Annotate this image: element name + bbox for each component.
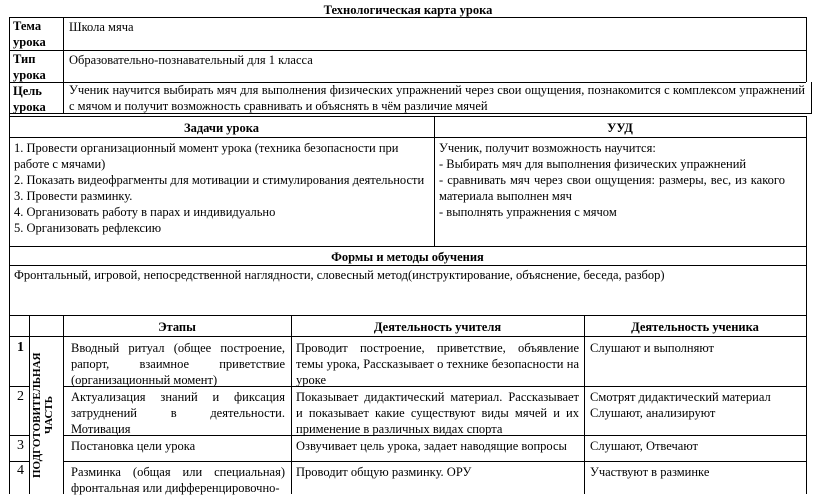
row-number: 2 <box>17 389 24 404</box>
divider <box>9 461 29 462</box>
teacher-cell: Озвучивает цель урока, задает наводящие вопросы <box>296 439 567 453</box>
teacher-cell: Проводит построение, приветствие, объявление темы урока, Рассказывает о технике безопасности на уроке <box>296 341 579 387</box>
forms-header: Формы и методы обучения <box>331 250 484 264</box>
divider <box>584 315 585 494</box>
teacher-cell: Проводит общую разминку. ОРУ <box>296 465 472 479</box>
column-header-teacher: Деятельность учителя <box>373 320 502 334</box>
divider <box>29 315 30 494</box>
divider <box>9 336 806 337</box>
tip-label: Тип урока <box>13 52 46 82</box>
student-cell: Участвуют в разминке <box>590 465 710 479</box>
forms-text: Фронтальный, игровой, непосредственной наглядности, словесный метод(инструктирование, объяснение, беседа, разбор) <box>14 268 665 282</box>
tasks-header: Задачи урока <box>183 121 259 135</box>
stage-cell: Постановка цели урока <box>71 439 196 453</box>
divider <box>9 116 806 117</box>
tip-value: Образовательно-познавательный для 1 класса <box>69 53 313 67</box>
teacher-cell: Показывает дидактический материал. Рассказывает и показывает какие существуют виды мячей и их применение в различных видах спорта <box>296 390 579 436</box>
divider <box>9 17 806 18</box>
list-item: - выполнять упражнения с мячом <box>439 205 617 219</box>
cel-label: Цель урока <box>13 84 46 114</box>
list-item: 4. Организовать работу в парах и индивидуально <box>14 205 276 219</box>
divider <box>9 435 29 436</box>
divider <box>9 265 806 266</box>
stage-cell: Вводный ритуал (общее построение, рапорт, взаимное приветствие (организационный момент) <box>71 341 285 387</box>
page-title: Технологическая карта урока <box>323 3 493 17</box>
uud-header: УУД <box>607 121 633 135</box>
list-item: 2. Показать видеофрагменты для мотивации и стимулирования деятельности <box>14 173 425 187</box>
divider <box>9 386 29 387</box>
uud-intro: Ученик, получит возможность научится: <box>439 141 656 155</box>
column-header-student: Деятельность ученика <box>631 320 759 334</box>
column-header-stages: Этапы <box>158 320 196 334</box>
row-number: 3 <box>17 438 24 453</box>
tema-label: Тема урока <box>13 19 46 49</box>
divider <box>9 246 806 247</box>
divider <box>9 315 806 316</box>
divider <box>9 137 806 138</box>
tema-value: Школа мяча <box>69 20 134 34</box>
stage-cell: Разминка (общая или специальная) фронтальная или дифференцировочно- <box>71 465 285 495</box>
divider <box>806 116 807 494</box>
divider <box>9 50 806 51</box>
student-cell: Слушают, Отвечают <box>590 439 698 453</box>
student-cell: Слушают и выполняют <box>590 341 714 355</box>
divider <box>63 315 64 494</box>
uud-list <box>439 140 785 220</box>
divider <box>63 17 64 114</box>
stage-cell: Актуализация знаний и фиксация затруднений в деятельности. Мотивация <box>71 390 285 436</box>
divider <box>291 315 292 494</box>
divider <box>806 17 807 82</box>
divider <box>811 82 812 114</box>
divider <box>63 461 806 462</box>
list-item: 1. Провести организационный момент урока (техника безопасности при работе с мячами) <box>14 141 399 171</box>
list-item: - сравнивать мяч через свои ощущения: размеры, вес, из какого материала выполнен мяч <box>439 173 785 203</box>
row-number: 4 <box>17 463 24 478</box>
list-item: 3. Провести разминку. <box>14 189 133 203</box>
tasks-list <box>14 140 429 236</box>
cel-value: Ученик научится выбирать мяч для выполнения физических упражнений через свои ощущения, познакомится с комплексом упражнений с мячом и получит возможность сравнивать и объяснять в чём различие мячей <box>69 83 805 113</box>
list-item: 5. Организовать рефлексию <box>14 221 162 235</box>
list-item: - Выбирать мяч для выполнения физических упражнений <box>439 157 747 171</box>
section-label: ПОДГОТОВИТЕЛЬНАЯ ЧАСТЬ <box>31 352 55 478</box>
row-number: 1 <box>17 340 24 355</box>
student-cell: Смотрят дидактический материал Слушают, анализируют <box>590 390 771 420</box>
